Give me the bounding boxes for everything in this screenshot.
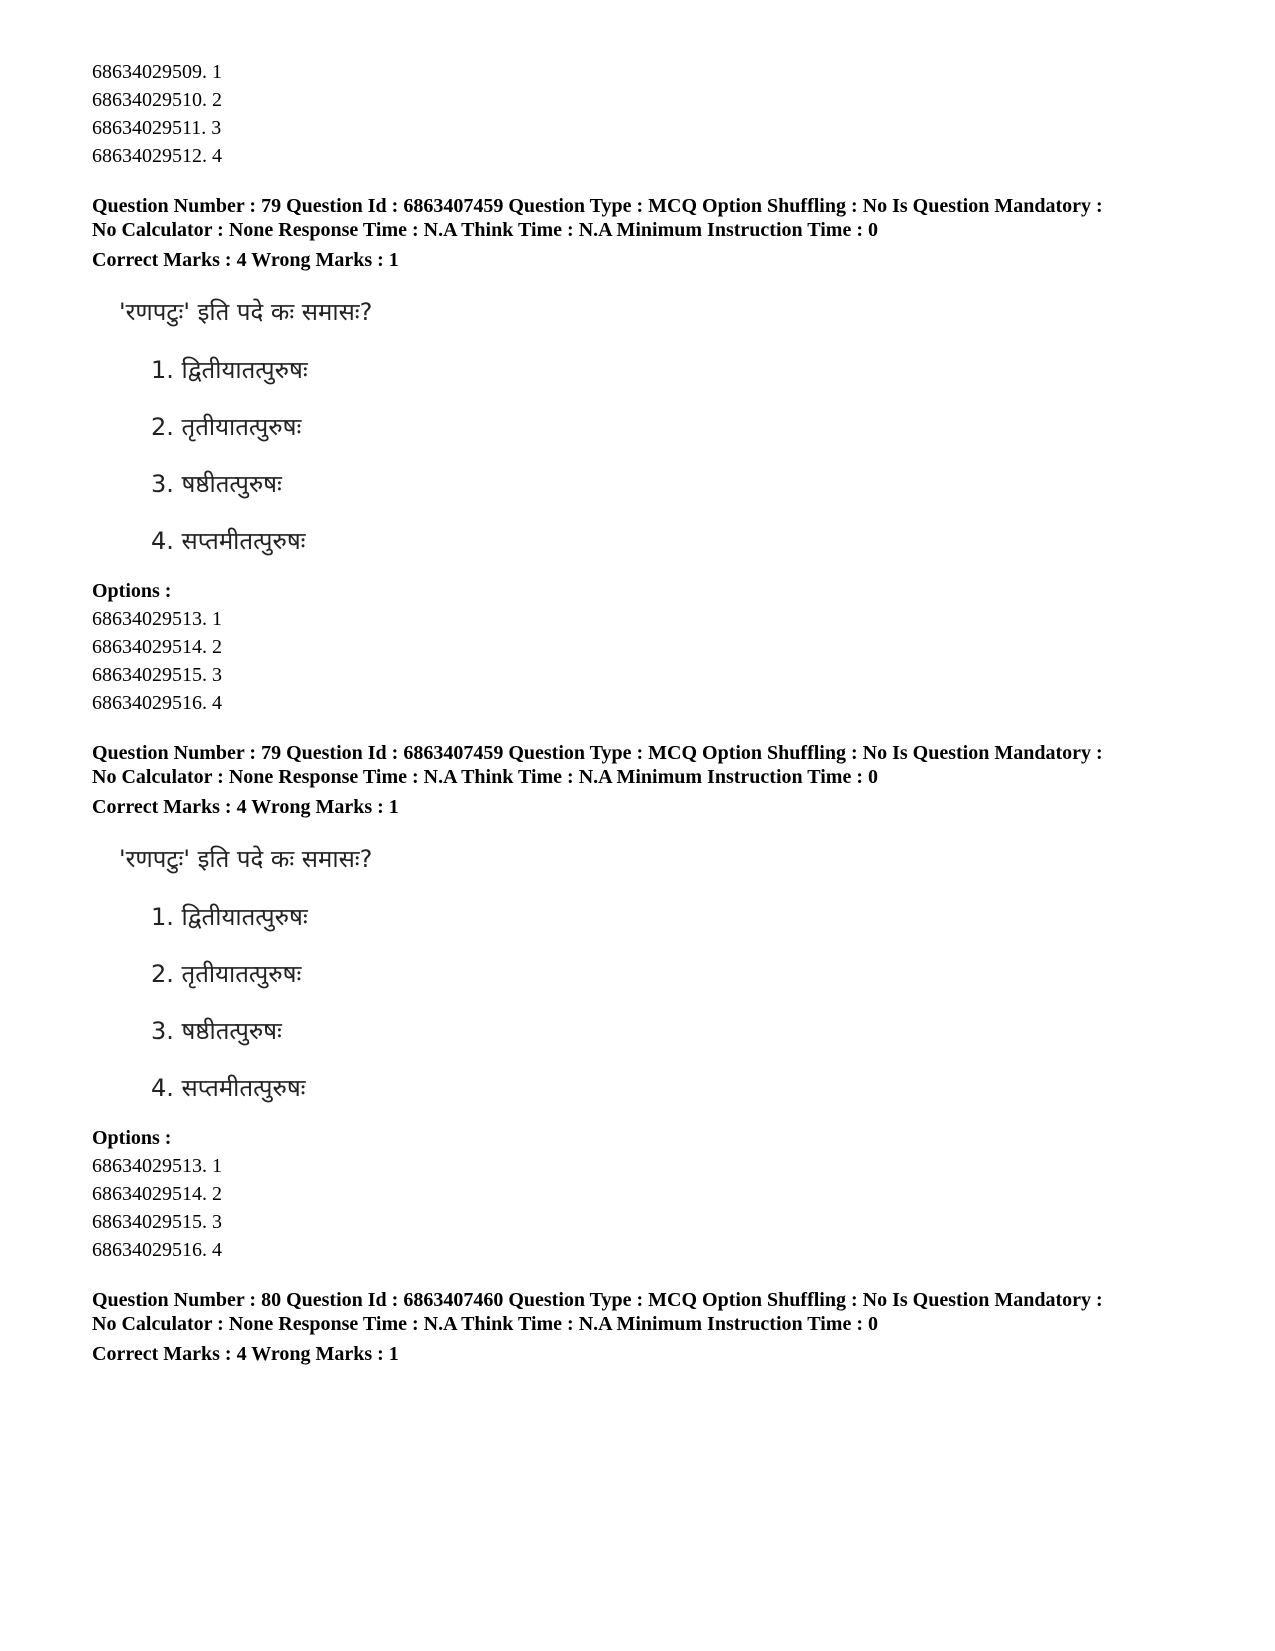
question-choice: 3. षष्ठीतत्पुरुषः xyxy=(151,470,282,498)
option-line: 68634029512. 4 xyxy=(92,145,222,167)
question-choice: 1. द्वितीयातत्पुरुषः xyxy=(151,903,308,931)
question-header xyxy=(92,741,1212,821)
question-meta-line-2: No Calculator : None Response Time : N.A Think Time : N.A Minimum Instruction Time : 0 xyxy=(92,766,878,788)
question-meta-line-2: No Calculator : None Response Time : N.A Think Time : N.A Minimum Instruction Time : 0 xyxy=(92,219,878,241)
question-choice: 1. द्वितीयातत्पुरुषः xyxy=(151,356,308,384)
question-choice: 2. तृतीयातत्पुरुषः xyxy=(151,413,302,441)
question-header xyxy=(92,1288,1212,1368)
question-text: 'रणपटुः' इति पदे कः समासः? xyxy=(119,298,373,326)
question-marks: Correct Marks : 4 Wrong Marks : 1 xyxy=(92,796,399,818)
option-line: 68634029513. 1 xyxy=(92,608,222,630)
question-header xyxy=(92,194,1212,274)
options-heading: Options : xyxy=(92,580,172,602)
question-meta-line-1: Question Number : 79 Question Id : 6863407459 Question Type : MCQ Option Shuffling : No Is Question Mandatory : xyxy=(92,742,1103,764)
previous-question-options xyxy=(92,58,1212,170)
option-line: 68634029516. 4 xyxy=(92,1239,222,1261)
option-line: 68634029516. 4 xyxy=(92,692,222,714)
question-meta-line-1: Question Number : 79 Question Id : 6863407459 Question Type : MCQ Option Shuffling : No Is Question Mandatory : xyxy=(92,195,1103,217)
option-line: 68634029514. 2 xyxy=(92,636,222,658)
options-heading: Options : xyxy=(92,1127,172,1149)
option-line: 68634029510. 2 xyxy=(92,89,222,111)
option-line: 68634029511. 3 xyxy=(92,117,222,139)
question-choice: 3. षष्ठीतत्पुरुषः xyxy=(151,1017,282,1045)
option-line: 68634029513. 1 xyxy=(92,1155,222,1177)
question-meta-line-2: No Calculator : None Response Time : N.A Think Time : N.A Minimum Instruction Time : 0 xyxy=(92,1313,878,1335)
options-list xyxy=(92,577,1212,717)
question-body xyxy=(119,292,1212,561)
question-meta-line-1: Question Number : 80 Question Id : 6863407460 Question Type : MCQ Option Shuffling : No Is Question Mandatory : xyxy=(92,1289,1103,1311)
question-choice: 4. सप्तमीतत्पुरुषः xyxy=(151,1074,306,1102)
option-line: 68634029514. 2 xyxy=(92,1183,222,1205)
options-list xyxy=(92,1124,1212,1264)
question-choice: 4. सप्तमीतत्पुरुषः xyxy=(151,527,306,555)
option-line: 68634029509. 1 xyxy=(92,61,222,83)
question-body xyxy=(119,839,1212,1108)
question-text: 'रणपटुः' इति पदे कः समासः? xyxy=(119,845,373,873)
option-line: 68634029515. 3 xyxy=(92,1211,222,1233)
question-marks: Correct Marks : 4 Wrong Marks : 1 xyxy=(92,1343,399,1365)
option-line: 68634029515. 3 xyxy=(92,664,222,686)
question-marks: Correct Marks : 4 Wrong Marks : 1 xyxy=(92,249,399,271)
document-page xyxy=(92,58,1212,1386)
question-choice: 2. तृतीयातत्पुरुषः xyxy=(151,960,302,988)
